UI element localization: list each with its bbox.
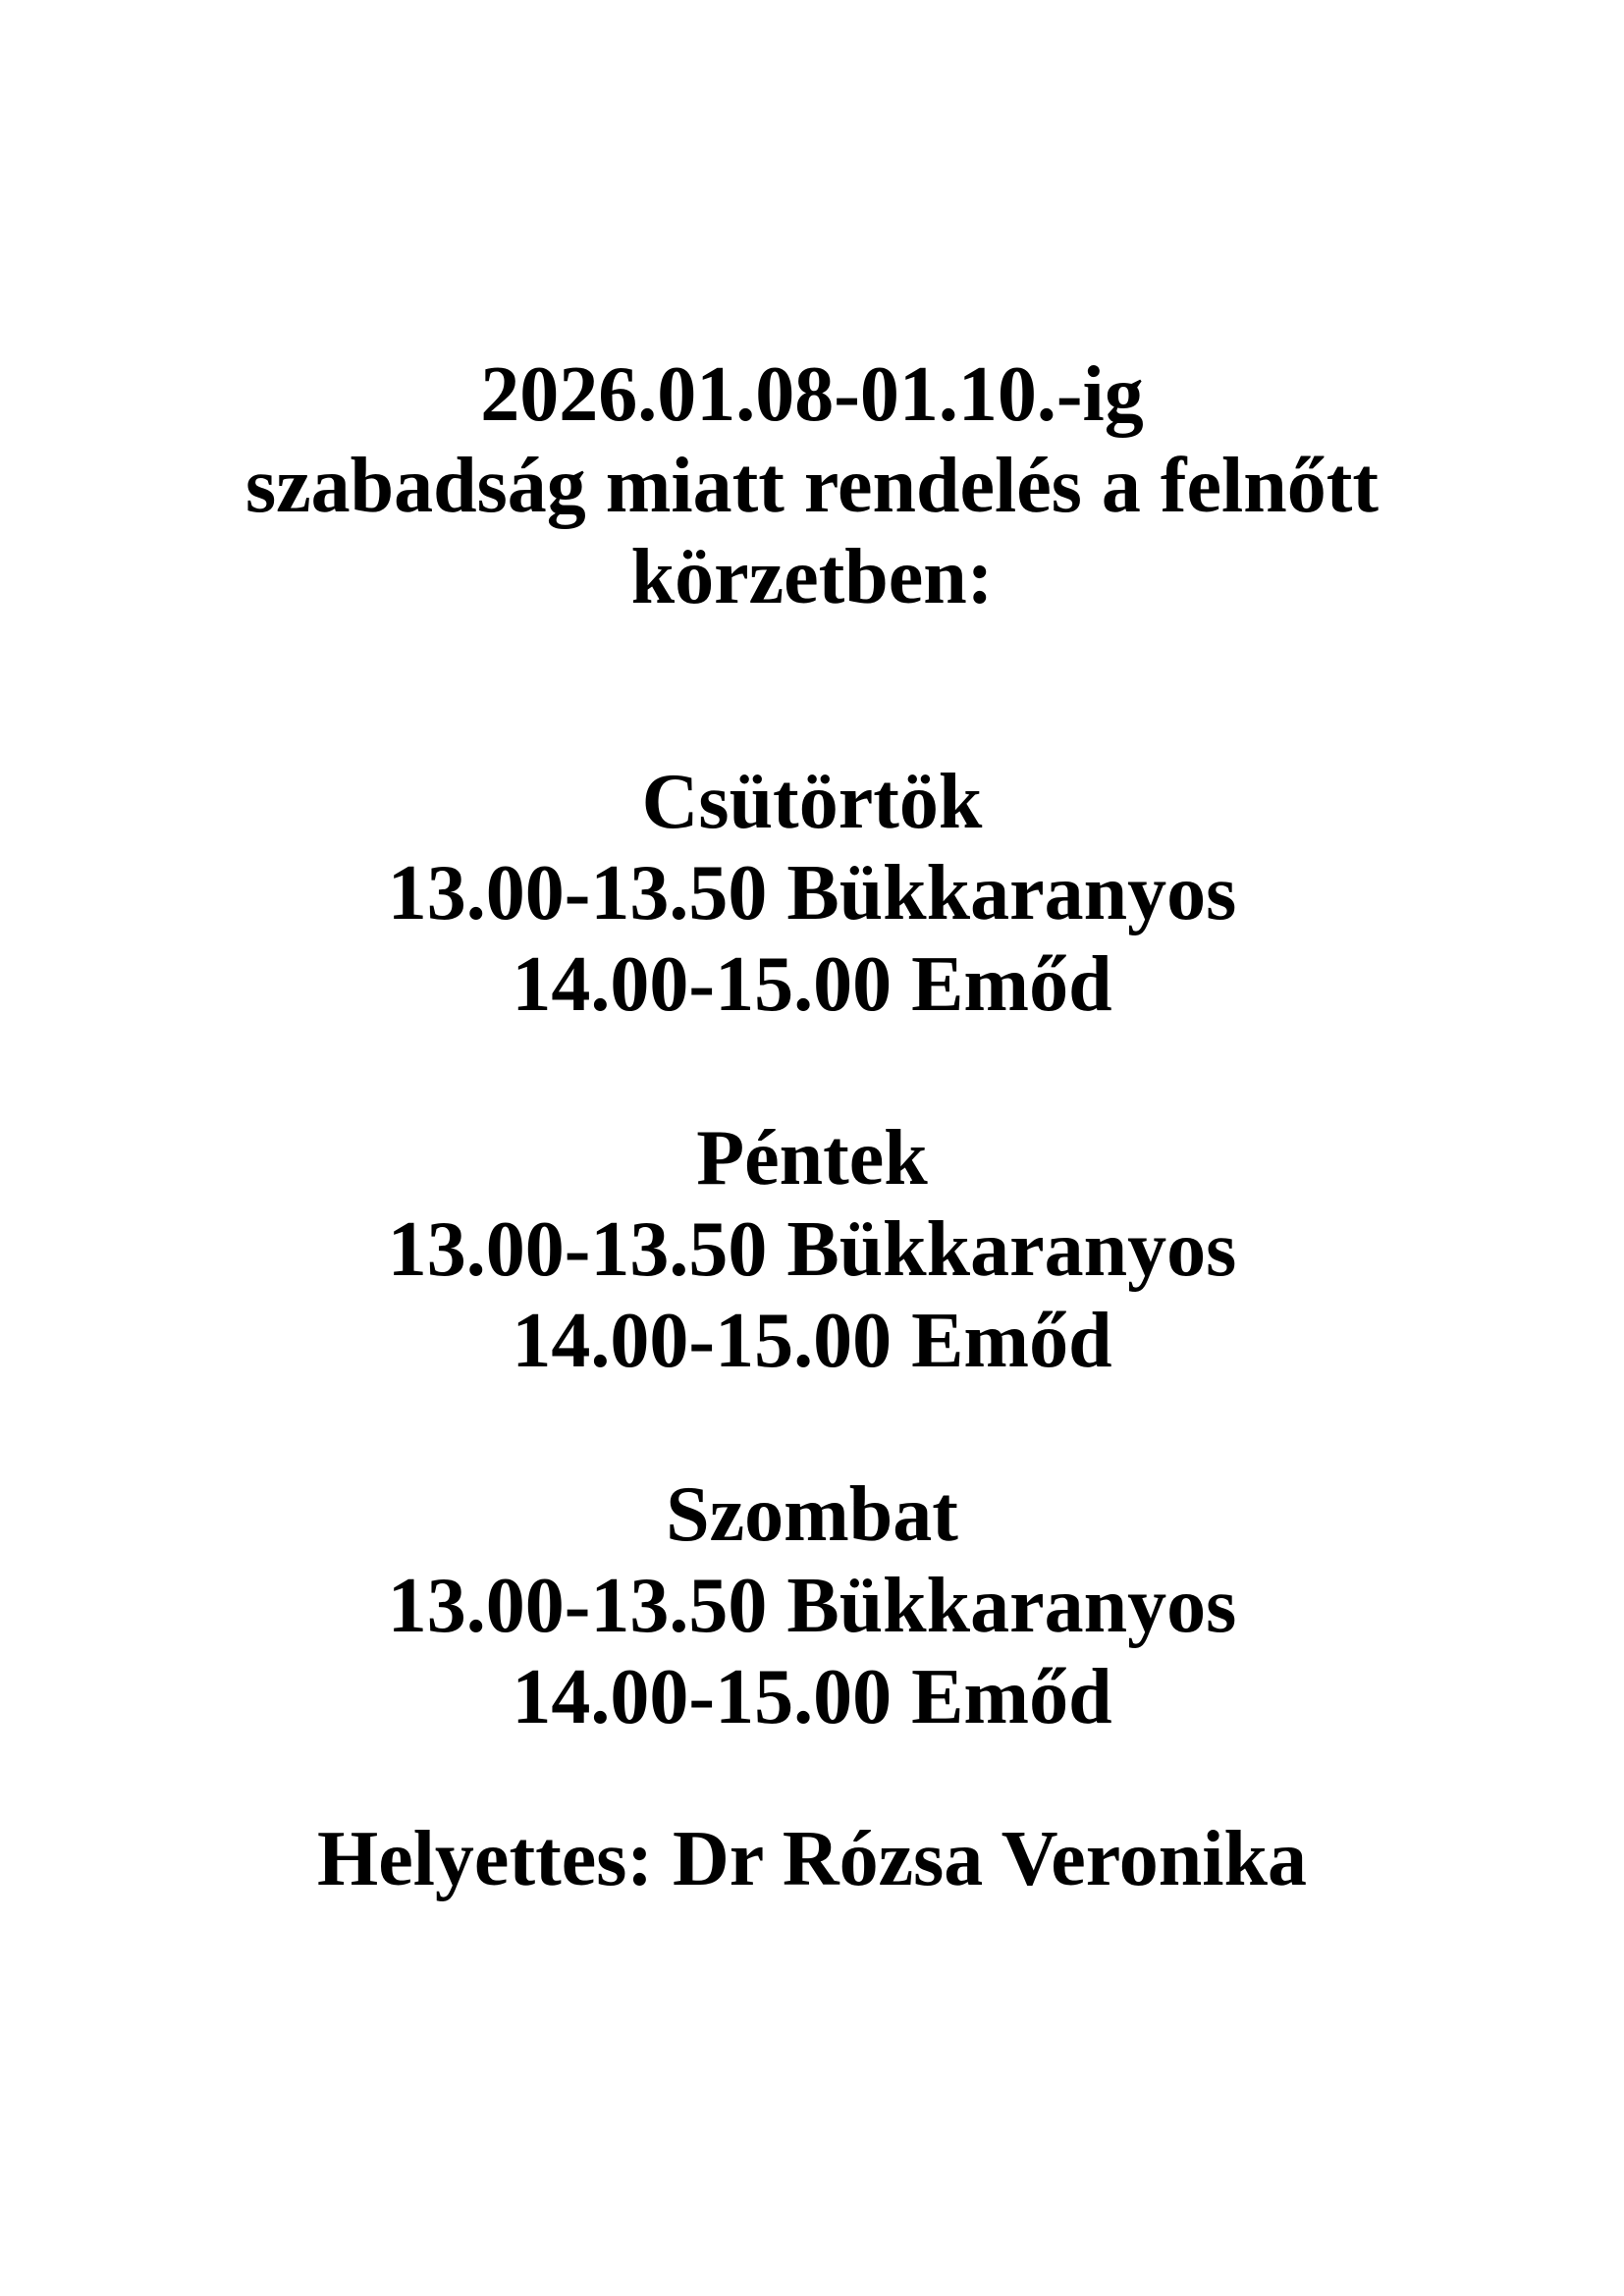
time-slot: 13.00-13.50 Bükkaranyos [387,1563,1237,1649]
schedule-day-saturday [0,1469,1624,1743]
time-slot: 14.00-15.00 Emőd [512,1654,1112,1740]
header-line-2: szabadság miatt rendelés a felnőtt [245,443,1379,529]
header-line-3: körzetben: [630,534,994,620]
schedule-day-thursday [0,757,1624,1031]
time-slot: 14.00-15.00 Emőd [512,1298,1112,1384]
day-name: Szombat [666,1471,958,1558]
time-slot: 14.00-15.00 Emőd [512,941,1112,1028]
date-range: 2026.01.08-01.10.-ig [480,351,1144,438]
day-name: Péntek [696,1115,928,1201]
schedule-day-friday [0,1113,1624,1387]
notice-header [0,349,1624,623]
substitute-doctor [0,1814,1624,1905]
substitute-text: Helyettes: Dr Rózsa Veronika [316,1816,1308,1902]
time-slot: 13.00-13.50 Bükkaranyos [387,850,1237,936]
day-name: Csütörtök [641,759,983,845]
time-slot: 13.00-13.50 Bükkaranyos [387,1206,1237,1293]
